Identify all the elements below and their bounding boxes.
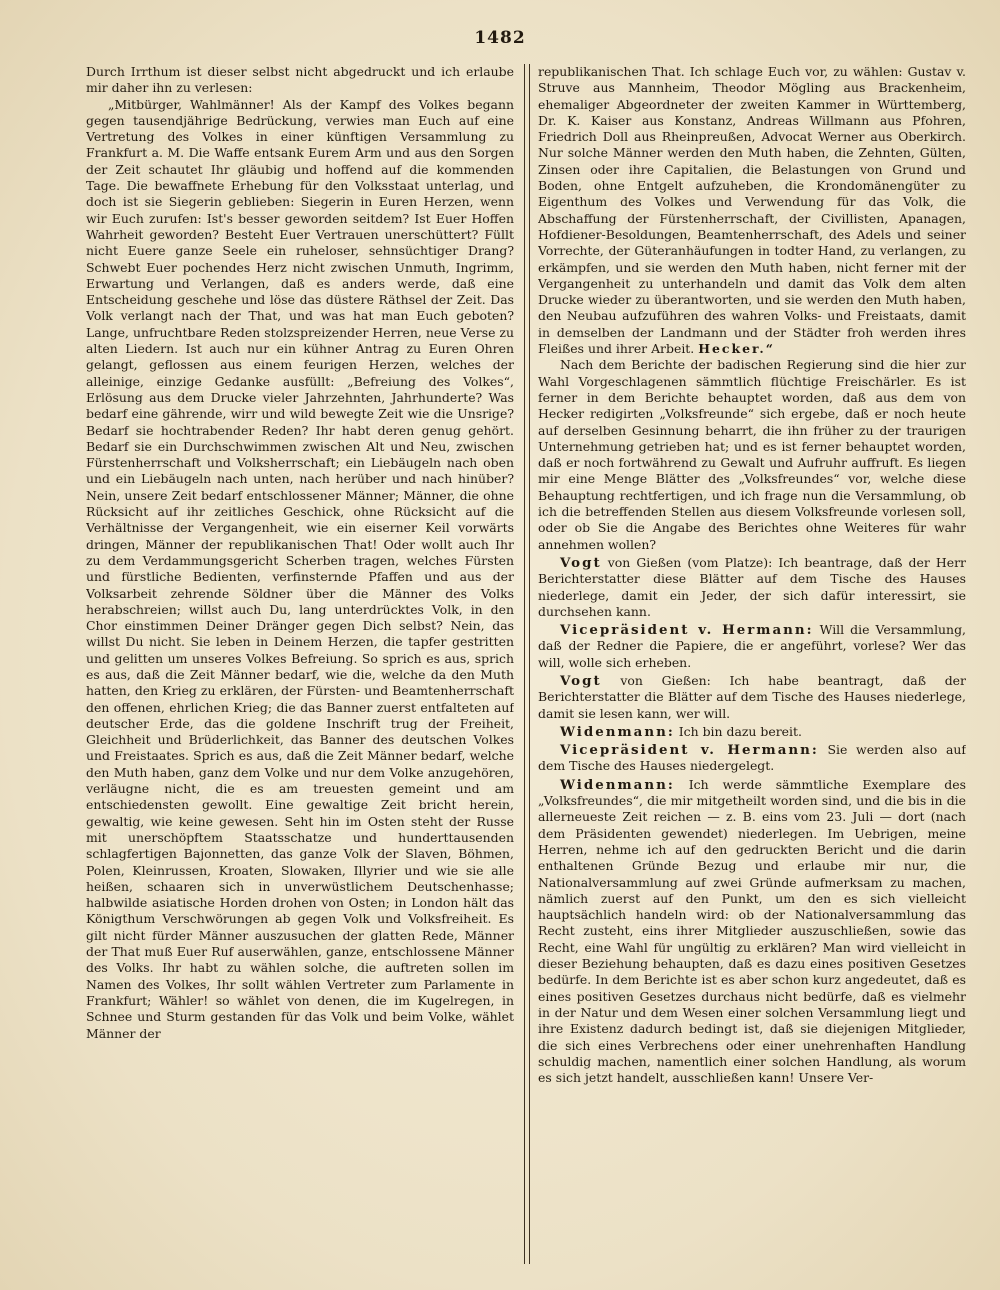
speaker-name: Widenmann: xyxy=(560,723,675,740)
speaker-name: Vogt xyxy=(560,554,602,571)
speech-text: Ich bin dazu bereit. xyxy=(678,723,802,739)
right-column xyxy=(538,64,966,1264)
speech-vogt-1 xyxy=(538,555,966,620)
speaker-name: Widenmann: xyxy=(560,776,675,793)
speech-text: von Gießen (vom Platze): Ich beantrage, daß der Herr Berichterstatter diese Blätter auf dem Tische des Hauses niederlege, damit ein Jeder, der sich dafür interessirt, sie durchsehen kann. xyxy=(538,554,966,619)
appeal-signature: Hecker.“ xyxy=(698,341,775,357)
text-columns xyxy=(86,64,966,1264)
left-column xyxy=(86,64,514,1264)
speech-text: von Gießen: Ich habe beantragt, daß der Berichterstatter die Blätter auf dem Tische des Hauses niederlege, damit sie lesen kann, wer will. xyxy=(538,672,966,721)
speech-vogt-2 xyxy=(538,673,966,722)
appeal-continuation xyxy=(538,64,966,357)
speech-text: Sie werden also auf dem Tische des Hauses niedergelegt. xyxy=(538,742,966,774)
speech-text: Will die Versammlung, daß der Redner die Papiere, die er angeführt, vorlese? Wer das will, wolle sich erheben. xyxy=(538,622,966,670)
page-number: 1482 xyxy=(474,28,526,48)
speech-vicepresident-2 xyxy=(538,742,966,775)
appeal-text: republikanischen That. Ich schlage Euch vor, zu wählen: Gustav v. Struve aus Mannheim, Theodor Mögling aus Brackenheim, ehemaliger Abgeordneter der zweiten Kammer in Württemberg, Dr. K. Kaiser aus Konstanz, Andreas Willmann aus Pfohren, Friedrich Doll aus Rheinpreußen, Advocat Werner aus Oberkirch. Nur solche Männer werden den Muth haben, die Zehnten, Gülten, Zinsen oder ihre Capitalien, die Belastungen von Grund und Boden, ohne Entgelt aufzuheben, die Krondomänengüter zu Eigenthum des Volkes und Verwendung für das Volk, die Abschaffung der Fürstenherrschaft, der Civillisten, Apanagen, Hofdiener-Besoldungen, Beamtenherrschaft, des Adels und seiner Vorrechte, der Güteranhäufungen in todter Hand, zu verlangen, zu erkämpfen, und sie werden den Muth haben, nicht ferner mit der Vergangenheit zu unterhandeln und damit das Volk dem alten Drucke wieder zu überantworten, und sie werden den Muth haben, den Neubau aufzuführen des wahren Volks- und Freistaats, damit in demselben der Landmann und der Städter froh werden ihres Fleißes und ihrer Arbeit. xyxy=(538,64,966,357)
speaker-name: Vicepräsident v. Hermann: xyxy=(560,742,819,759)
speech-vicepresident-1 xyxy=(538,622,966,671)
report-paragraph: Nach dem Berichte der badischen Regierung sind die hier zur Wahl Vorgeschlagenen sämmtlich flüchtige Freischärler. Es ist ferner in dem Berichte behauptet worden, daß aus dem von Hecker redigirten „Volksfreunde“ sich ergebe, daß er noch heute auf derselben Gesinnung beharrt, die ihn früher zu der traurigen Unternehmung getrieben hat; und es ist ferner behauptet worden, daß er noch fortwährend zu Gewalt und Aufruhr auffruft. Es liegen mir eine Menge Blätter des „Volksfreundes“ vor, welche diese Behauptung rechtfertigen, und ich frage nun die Versammlung, ob ich die betreffenden Stellen aus diesem Volksfreunde vorlesen soll, oder ob Sie die Angabe des Berichtes ohne Weiteres für wahr annehmen wollen? xyxy=(538,357,966,552)
speaker-name: Vicepräsident v. Hermann: xyxy=(560,622,814,639)
speech-text: Ich werde sämmtliche Exemplare des „Volksfreundes“, die mir mitgetheilt worden sind, und die bis in die allerneueste Zeit reichen — z. B. eins vom 23. Juli — dort (nach dem Präsidenten gewendet) niederlegen. Im Uebrigen, meine Herren, nehme ich auf den gedruckten Bericht und die darin enthaltenen Gründe Bezug und erlaube mir nur, die Nationalversammlung auf zwei Gründe aufmerksam zu machen, nämlich zuerst auf den Punkt, um den es sich vielleicht hauptsächlich handeln wird: ob der Nationalversammlung das Recht zusteht, eins ihrer Mitglieder auszuschließen, sowie das Recht, eine Wahl für ungültig zu erklären? Man wird vielleicht in dieser Beziehung behaupten, daß es dazu eines positiven Gesetzes bedürfe. In dem Berichte ist es aber schon kurz angedeutet, daß es eines positiven Gesetzes durchaus nicht bedürfe, daß es vielmehr in der Natur und dem Wesen einer solchen Versammlung liegt und ihre Existenz dadurch bedingt ist, daß sie diejenigen Mitglieder, die sich eines Verbrechens oder einer unehrenhaften Handlung schuldig machen, namentlich einer solchen Handlung, als worum es sich jetzt handelt, ausschließen kann! Unsere Ver- xyxy=(538,776,966,1086)
speech-widenmann-2 xyxy=(538,777,966,1087)
speaker-name: Vogt xyxy=(560,672,602,689)
quoted-appeal-paragraph: „Mitbürger, Wahlmänner! Als der Kampf des Volkes begann gegen tausendjährige Bedrückung, verwies man Euch auf eine Vertretung des Volkes in einer künftigen Versammlung zu Frankfurt a. M. Die Waffe entsank Eurem Arm und aus den Sorgen der Zeit schautet Ihr gläubig und hoffend auf die kommenden Tage. Die bewaffnete Erhebung für den Volksstaat unterlag, und doch ist sie Siegerin geblieben: Siegerin in Euren Herzen, wenn wir Euch zurufen: Ist's besser geworden seitdem? Ist Euer Hoffen Wahrheit geworden? Besteht Euer Vertrauen unerschüttert? Füllt nicht Euere ganze Seele ein ruheloser, sehnsüchtiger Drang? Schwebt Euer pochendes Herz nicht zwischen Unmuth, Ingrimm, Erwartung und Verlangen, daß es anders werde, daß eine Entscheidung geschehe und löse das düstere Räthsel der Zeit. Das Volk verlangt nach der That, und was hat man Euch geboten? Lange, unfruchtbare Reden stolzspreizender Herren, neue Verse zu alten Liedern. Ist auch nur ein kühner Antrag zu Euren Ohren gelangt, geflossen aus einem feurigen Herzen, welches der alleinige, einzige Gedanke ausfüllt: „Befreiung des Volkes“, Erlösung aus dem Drucke vieler Jahrzehnten, Jahrhunderte? Was bedarf eine gährende, wirr und wild bewegte Zeit wie die Unsrige? Bedarf sie hochtrabender Reden? Ihr habt deren genug gehört. Bedarf sie ein Durchschwimmen zwischen Alt und Neu, zwischen Fürstenherrschaft und Volksherrschaft; ein Liebäugeln nach oben und ein Liebäugeln nach unten, nach herüber und nach hinüber? Nein, unsere Zeit bedarf entschlossener Männer; Männer, die ohne Rücksicht auf ihr zeitliches Geschick, ohne Rücksicht auf die Verhältnisse der Vergangenheit, wie ein eiserner Keil vorwärts dringen, Männer der republikanischen That! Oder wollt auch Ihr zu dem Verdammungsgericht Scherben tragen, welches Fürsten und fürstliche Bedienten, verfinsternde Pfaffen und aus der Volksarbeit zehrende Söldner über die Männer des Volks herabschreien; willst auch Du, lang unterdrücktes Volk, in den Chor einstimmen Deiner Dränger gegen Dich selbst? Nein, das willst Du nicht. Sie leben in Deinem Herzen, die tapfer gestritten und gelitten um unseres Volkes Befreiung. So sprich es aus, sprich es aus, daß die Zeit Männer bedarf, wie die, welche da den Muth hatten, den Krieg zu erklären, der Fürsten- und Beamtenherrschaft den offenen, ehrlichen Krieg; die das Banner zuerst entfalteten auf deutscher Erde, das die goldene Inschrift trug der Freiheit, Gleichheit und Brüderlichkeit, das Banner des deutschen Volkes und Freistaates. Sprich es aus, daß die Zeit Männer bedarf, welche den Muth haben, ganz dem Volke und nur dem Volke anzugehören, verläugne nicht, die es am treuesten gemeint und am entschiedensten gewollt. Eine gewaltige Zeit bricht herein, gewaltig, wie keine gewesen. Seht hin im Osten steht der Russe mit unerschöpftem Staatsschatze und hunderttausenden schlagfertigen Bajonnetten, das ganze Volk der Slaven, Böhmen, Polen, Kleinrussen, Kroaten, Slowaken, Illyrier und wie sie alle heißen, schaaren sich in unverwüstlichem Deutschenhasse; halbwilde asiatische Horden drohen von Osten; in London hält das Königthum Verschwörungen ab gegen Volk und Volksfreiheit. Es gilt nicht fürder Männer auszusuchen der glatten Rede, Männer der That muß Euer Ruf auserwählen, ganze, entschlossene Männer des Volks. Ihr habt zu wählen solche, die auftreten sollen im Namen des Volkes, Ihr sollt wählen Vertreter zum Parlamente in Frankfurt; Wähler! so wählet von denen, die im Kugelregen, in Schnee und Sturm gestanden für das Volk und beim Volke, wählet Männer der xyxy=(86,96,514,1041)
column-divider xyxy=(524,64,530,1264)
speech-widenmann-1 xyxy=(538,724,966,740)
intro-paragraph: Durch Irrthum ist dieser selbst nicht abgedruckt und ich erlaube mir daher ihn zu verlesen: xyxy=(86,64,514,96)
